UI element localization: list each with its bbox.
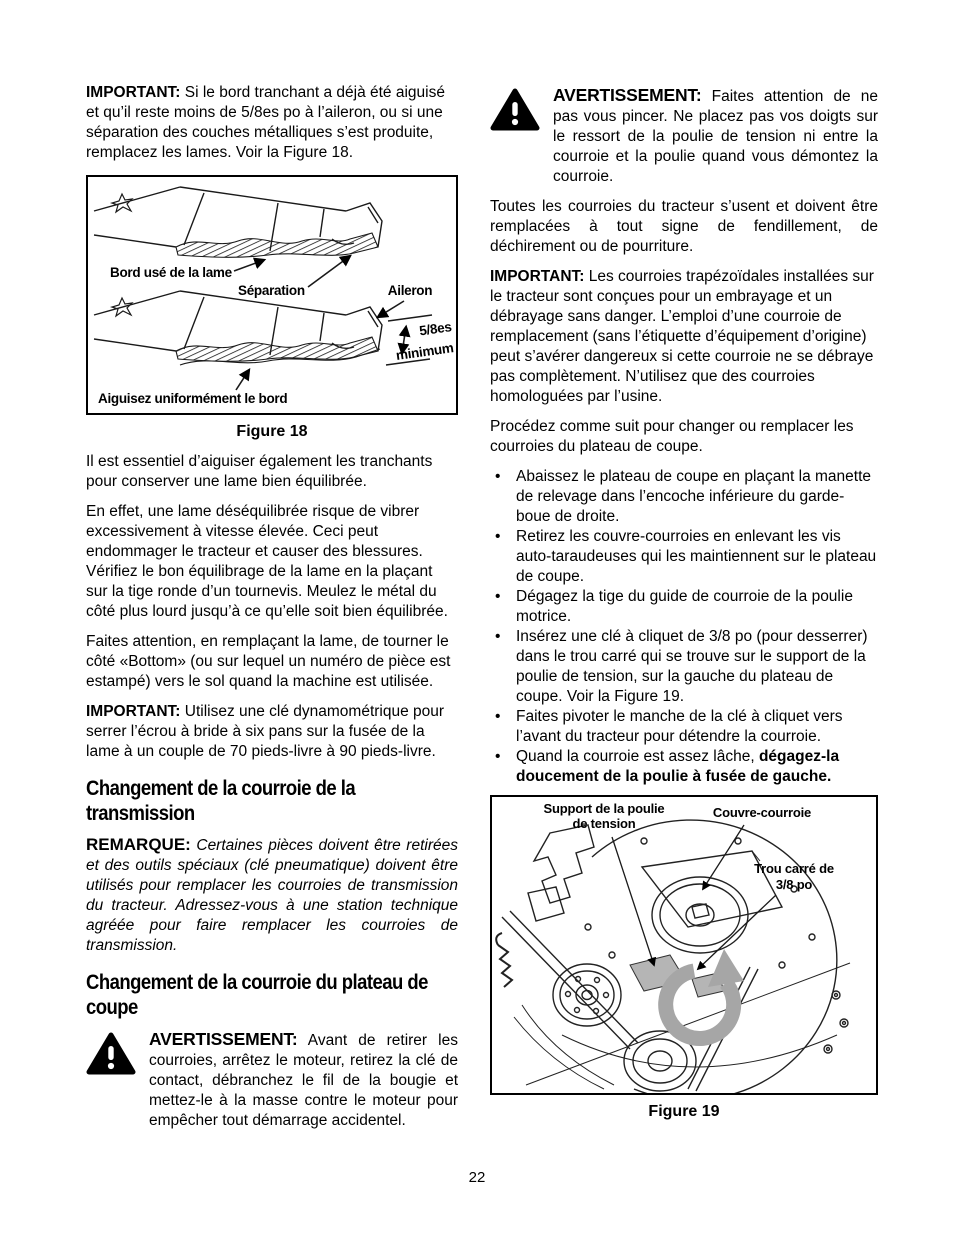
remark-label: REMARQUE: — [86, 835, 191, 854]
right-column — [490, 85, 878, 1132]
figure-19 — [490, 795, 878, 1122]
figure-18 — [86, 175, 458, 442]
warning-right-text — [553, 85, 878, 187]
warning-left-text — [149, 1029, 458, 1131]
list-item — [490, 527, 878, 587]
warning-right-body: Faites attention de ne pas vous pincer. Ne placez pas vos doigts sur le ressort de la poulie de tension ni entre la courroie et la poulie quand vous démontez la courroie. — [553, 88, 878, 185]
fig19-label-hole-2: 3/8 po — [775, 877, 813, 892]
fig18-leader-lines — [234, 256, 404, 390]
list-item — [490, 467, 878, 527]
fig19-leader-lines — [612, 825, 776, 969]
figure-18-frame — [86, 175, 458, 415]
remark-paragraph — [86, 835, 458, 956]
important-label-3: IMPORTANT: — [490, 268, 585, 285]
blade-worn-drawing — [94, 187, 382, 257]
paragraph-bottom-side: Faites attention, en remplaçant la lame, de tourner le côté «Bottom» (ou sur lequel un numéro de pièce est estampé) vers le sol quand la machine est utilisée. — [86, 633, 451, 690]
fig19-label-hole-1: Trou carré de — [754, 861, 834, 876]
figure-18-art — [88, 177, 456, 413]
paragraph-procedure-intro: Procédez comme suit pour changer ou remplacer les courroies du plateau de coupe. — [490, 418, 854, 455]
bullet-6-bold-text: dégagez-la doucement de la poulie à fusée de gauche. — [516, 748, 840, 785]
paragraph-important-torque — [86, 702, 458, 762]
bullet-2-text: Retirez les couvre-courroies en enlevant les vis auto-taraudeuses qui les maintiennent sur le plateau de coupe. — [516, 528, 877, 585]
heading-transmission-belt: Changement de la courroie de la transmission — [86, 777, 356, 825]
fig18-label-worn-edge: Bord usé de la lame — [110, 265, 232, 280]
paragraph-important-blades-text: Si le bord tranchant a déjà été aiguisé et qu’il reste moins de 5/8es po à l’aileron, ou si une séparation des couches métalliques s’est produite, remplacez les lames. Voir la Figure 18. — [86, 84, 445, 161]
warning-triangle-icon-2 — [490, 85, 540, 187]
warning-left-body: Avant de retirer les courroies, arrêtez le moteur, retirez la clé de contact, débranchez le fil de la bougie et mettez-le à la masse contre le moteur pour empêcher tout démarrage accidentel. — [149, 1032, 458, 1129]
fig18-label-min-2: minimum — [394, 340, 455, 364]
list-item — [490, 747, 878, 787]
warning-block-left — [86, 1029, 458, 1131]
important-label: IMPORTANT: — [86, 84, 181, 101]
fig18-label-aileron: Aileron — [387, 283, 433, 298]
fig19-label-support-2: de tension — [572, 816, 636, 831]
left-column — [86, 83, 458, 1141]
list-item — [490, 707, 878, 747]
fig19-label-support-1: Support de la poulie — [543, 801, 665, 816]
avertissement-label-left: AVERTISSEMENT: — [149, 1029, 298, 1049]
bullet-5-text: Faites pivoter le manche de la clé à cliquet vers l’avant du tracteur pour détendre la courroie. — [516, 708, 843, 745]
warning-triangle-icon — [86, 1029, 136, 1131]
bullet-4-text: Insérez une clé à cliquet de 3/8 po (pour desserrer) dans le trou carré qui se trouve sur le support de la poulie de tension, sur la gauche du plateau de coupe. Voir la Figure 19. — [516, 628, 868, 705]
bullet-1-text: Abaissez le plateau de coupe en plaçant la manette de relevage dans l’encoche inférieure du garde-boue de droite. — [516, 468, 872, 525]
remark-text: Certaines pièces doivent être retirées et des outils spéciaux (clé pneumatique) doivent être utilisés pour remplacer les courroies de transmission du tracteur. Adressez-vous à une station technique agréée pour faire remplacer les courroies de transmission. — [86, 837, 458, 954]
fig18-label-separation: Séparation — [238, 283, 305, 298]
bullet-3-text: Dégagez la tige du guide de courroie de la poulie motrice. — [516, 588, 853, 625]
figure-19-art — [492, 797, 876, 1093]
list-item — [490, 627, 878, 707]
bullet-6-text: Quand la courroie est assez lâche, — [516, 748, 759, 765]
important-label-2: IMPORTANT: — [86, 703, 181, 720]
paragraph-important-torque-text: Utilisez une clé dynamométrique pour serrer l’écrou à bride à six pans sur la fusée de la lame à un couple de 70 pieds-livre à 90 pieds-livre. — [86, 703, 445, 760]
page-number: 22 — [468, 1169, 486, 1186]
paragraph-important-vbelts-text: Les courroies trapézoïdales installées sur le tracteur sont conçues pour un embrayage et un débrayage sans danger. L’emploi d’une courroie de remplacement (sans l’étiquette d’équipement d’origine) peut s’avérer dangereux si cette courroie ne se débraye pas complètement. N’utilisez que des courroies homologuées par l’usine. — [490, 268, 874, 405]
figure-18-caption: Figure 18 — [236, 423, 308, 440]
paragraph-important-vbelts — [490, 267, 878, 407]
list-item — [490, 587, 878, 627]
warning-block-right — [490, 85, 878, 187]
heading-deck-belt: Changement de la courroie du plateau de coupe — [86, 971, 428, 1019]
paragraph-vibration: En effet, une lame déséquilibrée risque de vibrer excessivement à vitesse élevée. Ceci peut endommager le tracteur et causer des blessures. Vérifiez le bon équilibrage de la lame en la plaçant sur la tige ronde d’un tournevis. Meulez le métal du côté plus lourd jusqu’à ce qu’elle soit bien équilibrée. — [86, 503, 448, 620]
fig19-label-cover: Couvre-courroie — [712, 805, 812, 820]
blade-sharpened-drawing — [94, 291, 382, 365]
paragraph-balance: Il est essentiel d’aiguiser également les tranchants pour conserver une lame bien équilibrée. — [86, 453, 433, 490]
figure-19-frame — [490, 795, 878, 1095]
figure-19-caption: Figure 19 — [648, 1103, 720, 1120]
avertissement-label-right: AVERTISSEMENT: — [553, 85, 702, 105]
procedure-bullet-list — [490, 467, 878, 787]
fig18-label-sharpen: Aiguisez uniformément le bord — [98, 391, 288, 406]
paragraph-important-blades — [86, 83, 458, 163]
fig18-label-min-1: 5/8es — [418, 319, 453, 339]
paragraph-belt-wear: Toutes les courroies du tracteur s’usent et doivent être remplacées à tout signe de fendillement, de déchirement ou de pourriture. — [490, 198, 878, 255]
